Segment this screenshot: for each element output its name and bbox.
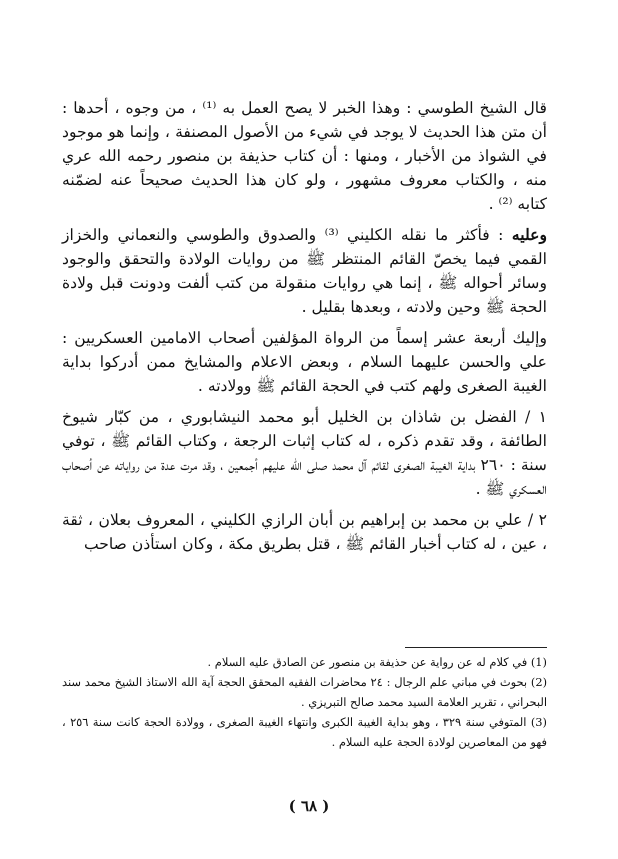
footnotes — [62, 652, 547, 752]
paragraph-4-text: ١ / الفضل بن شاذان بن الخليل أبو محمد النيشابوري ، من كبّار شيوخ الطائفة ، وقد تقدم ذكره ، له كتاب إثبات الرجعة ، وكتاب القائم ﷺ ، توفي سنة : ٢٦٠ بداية الغيبة الصغرى لقائم آل محمد صلى الله عليهم أجمعين ، وقد مرت عدة من رواياته عن أصحاب العسكري ﷺ . — [62, 408, 547, 498]
footnote-1: (1) في كلام له عن رواية عن حذيفة بن منصور عن الصادق عليه السلام . — [207, 655, 547, 669]
paragraph-3-text: وإليك أربعة عشر إسماً من الرواة المؤلفين أصحاب الامامين العسكريين : علي والحسن عليهما السلام ، وبعض الاعلام والمشايخ ممن أدركوا بداية الغيبة الصغرى ولهم كتب في الحجة القائم ﷺ وولادته . — [62, 329, 547, 395]
page-number: ( ٦٨ ) — [288, 797, 330, 815]
footnote-2: (2) بحوث في مباني علم الرجال : ٢٤ محاضرات الفقيه المحقق الحجة آية الله الاستاذ الشيخ محمد سند البحراني ، تقرير العلامة السيد محمد صالح التبريزي . — [62, 675, 548, 709]
footnote-3: (3) المتوفي سنة ٣٢٩ ، وهو بداية الغيبة الكبرى وانتهاء الغيبة الصغرى ، وولادة الحجة كانت سنة ٢٥٦ ، فهو من المعاصرين لولادة الحجة عليه السلام . — [62, 715, 547, 749]
paragraph-4 — [62, 405, 547, 501]
paragraph-5-text: ٢ / علي بن محمد بن إبراهيم بن أبان الرازي الكليني ، المعروف بعلان ، ثقة ، عين ، له كتاب أخبار القائم ﷺ ، قتل بطريق مكة ، وكان استأذن صاحب — [62, 511, 547, 553]
paragraph-3 — [62, 326, 547, 398]
paragraph-2 — [62, 223, 547, 319]
paragraph-2-text: : فأكثر ما نقله الكليني ⁽³⁾ والصدوق والطوسي والنعماني والخزاز القمي فيما يخصّ القائم المنتظر ﷺ من روايات الولادة والتحقق والوجود وسائر أحواله ﷺ ، إنما هي روايات منقولة من كتب ألفت ودونت قبل ولادة الحجة ﷺ وحين ولادته ، وبعدها بقليل . — [62, 226, 547, 316]
paragraph-1-text: قال الشيخ الطوسي : وهذا الخبر لا يصح العمل به ⁽¹⁾ ، من وجوه ، أحدها : أن متن هذا الحديث لا يوجد في شيء من الأصول المصنفة ، وإنما هو موجود في الشواذ من الأخبار ، ومنها : أن كتاب حذيفة بن منصور رحمه الله عري منه ، والكتاب معروف مشهور ، ولو كان هذا الحديث صحيحاً عنه لضمّنه كتابه ⁽²⁾ . — [62, 99, 547, 213]
paragraph-1 — [62, 96, 547, 216]
footnote-divider — [405, 647, 547, 648]
main-text — [62, 96, 547, 563]
paragraph-2-lead: وعليه — [511, 225, 547, 244]
paragraph-5 — [62, 508, 547, 556]
